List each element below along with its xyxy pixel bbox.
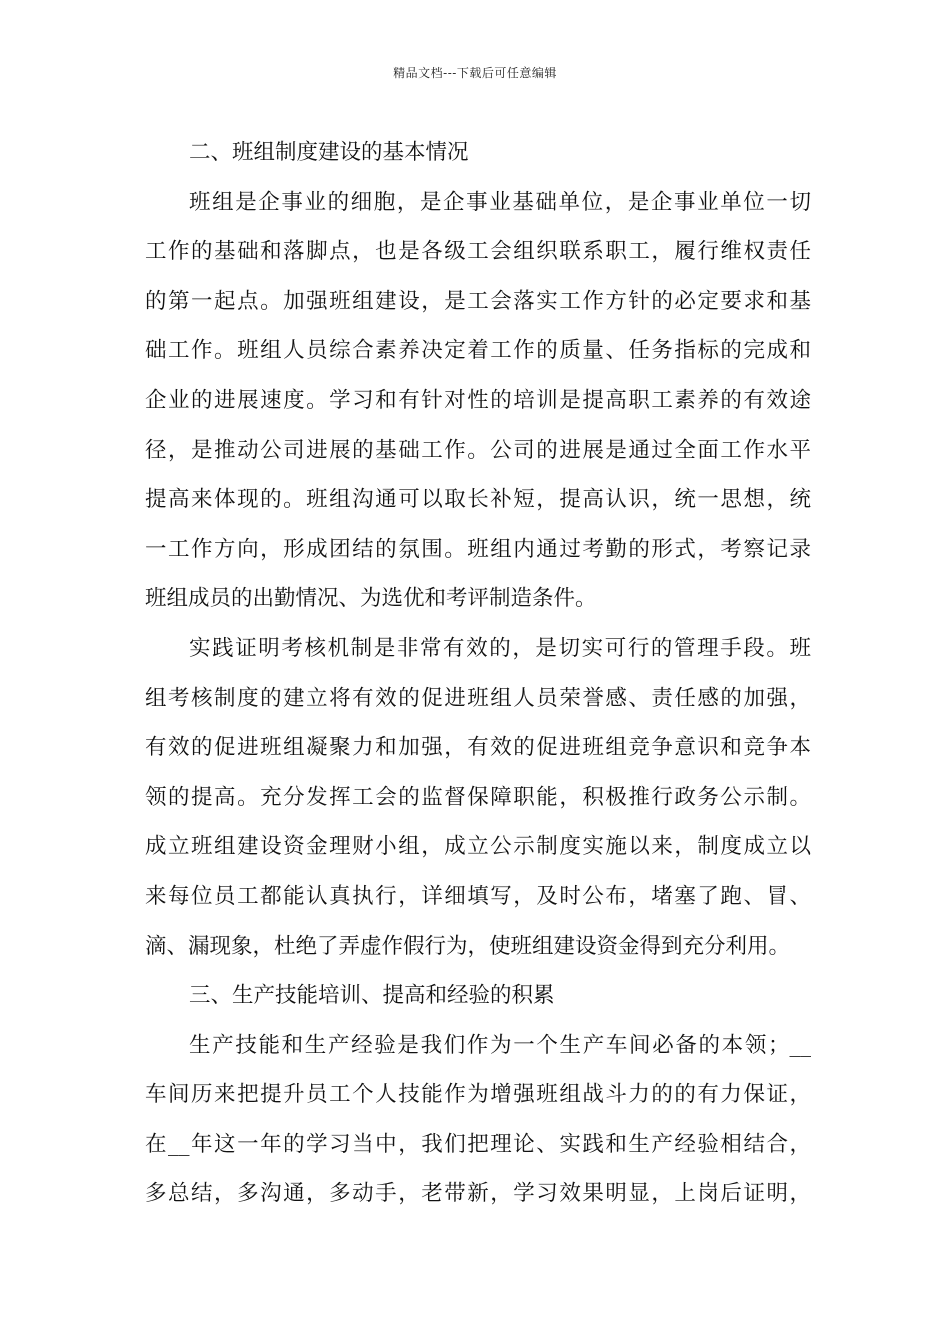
text-line: 生产技能和生产经验是我们作为一个生产车间必备的本领；__ — [189, 1032, 811, 1058]
text-line: 企业的进展速度。学习和有针对性的培训是提高职工素养的有效途 — [145, 387, 811, 413]
text-line: 班组成员的出勤情况、为选优和考评制造条件。 — [145, 586, 597, 612]
text-line: 车间历来把提升员工个人技能作为增强班组战斗力的的有力保证， — [145, 1082, 811, 1108]
document-body — [145, 128, 811, 1219]
page-header: 精品文档---下载后可任意编辑 — [393, 66, 557, 80]
section-heading: 二、班组制度建设的基本情况 — [189, 140, 469, 165]
text-line: 径，是推动公司进展的基础工作。公司的进展是通过全面工作水平 — [145, 437, 811, 463]
text-line: 实践证明考核机制是非常有效的，是切实可行的管理手段。班 — [189, 635, 811, 661]
text-line: 一工作方向，形成团结的氛围。班组内通过考勤的形式，考察记录 — [145, 536, 811, 562]
text-line: 工作的基础和落脚点，也是各级工会组织联系职工，履行维权责任 — [145, 239, 811, 265]
text-line: 领的提高。充分发挥工会的监督保障职能，积极推行政务公示制。 — [145, 784, 811, 810]
text-line: 来每位员工都能认真执行，详细填写，及时公布，堵塞了跑、冒、 — [145, 883, 811, 909]
text-line: 的第一起点。加强班组建设，是工会落实工作方针的必定要求和基 — [145, 288, 811, 314]
text-line: 成立班组建设资金理财小组，成立公示制度实施以来，制度成立以 — [145, 834, 811, 860]
text-line: 组考核制度的建立将有效的促进班组人员荣誉感、责任感的加强， — [145, 685, 811, 711]
text-line: 滴、漏现象，杜绝了弄虚作假行为，使班组建设资金得到充分利用。 — [145, 933, 791, 959]
text-line: 提高来体现的。班组沟通可以取长补短，提高认识，统一思想，统 — [145, 487, 811, 513]
text-line: 有效的促进班组凝聚力和加强，有效的促进班组竞争意识和竞争本 — [145, 735, 811, 761]
section-heading: 三、生产技能培训、提高和经验的积累 — [189, 983, 555, 1009]
text-line: 班组是企事业的细胞，是企事业基础单位，是企事业单位一切 — [189, 189, 811, 215]
text-line: 在__年这一年的学习当中，我们把理论、实践和生产经验相结合， — [145, 1131, 811, 1157]
text-line: 础工作。班组人员综合素养决定着工作的质量、任务指标的完成和 — [145, 338, 811, 364]
text-line: 多总结，多沟通，多动手，老带新，学习效果明显，上岗后证明， — [145, 1181, 811, 1207]
